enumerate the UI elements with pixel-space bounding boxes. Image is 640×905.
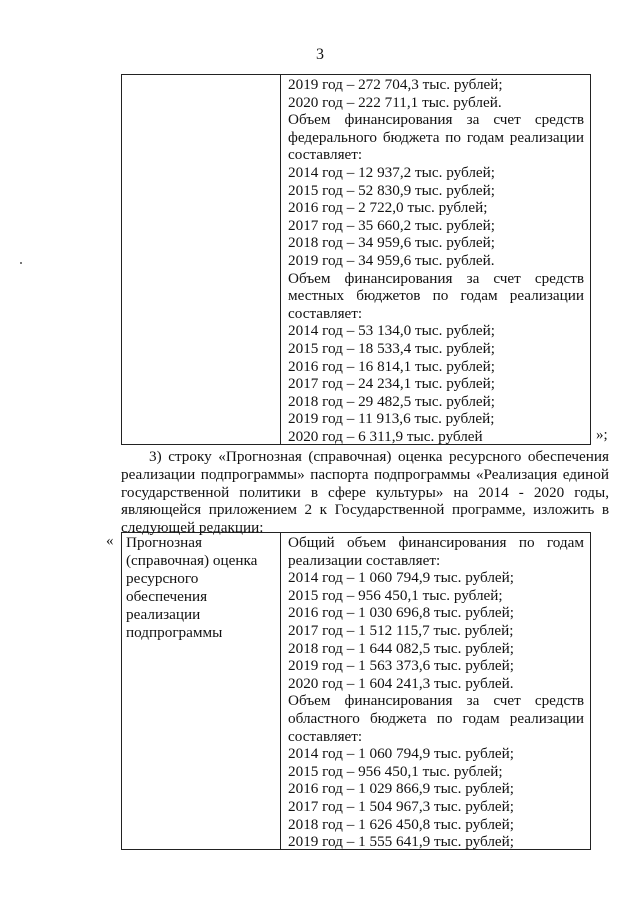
- text-line: составляет:: [288, 304, 363, 322]
- funding-details-cell: [281, 533, 590, 849]
- funding-table-continuation: [121, 74, 591, 445]
- text-line: 2014 год – 1 060 794,9 тыс. рублей;: [288, 745, 515, 763]
- text-line: 2014 год – 53 134,0 тыс. рублей;: [288, 322, 496, 340]
- text-line: составляет:: [288, 727, 363, 745]
- text-line: 2019 год – 1 555 641,9 тыс. рублей;: [288, 833, 515, 851]
- text-line: 2016 год – 2 722,0 тыс. рублей;: [288, 199, 488, 217]
- table-right-cell: [281, 75, 590, 444]
- table-left-cell: [122, 75, 281, 444]
- closing-quote: »;: [596, 427, 608, 443]
- text-line: 2019 год – 34 959,6 тыс. рублей.: [288, 251, 495, 269]
- page-number: 3: [316, 46, 324, 63]
- text-line: 2020 год – 6 311,9 тыс. рублей: [288, 427, 483, 445]
- paragraph-line: 3) строку «Прогнозная (справочная) оценка ресурсного обеспечения: [149, 448, 609, 465]
- text-line: 2019 год – 272 704,3 тыс. рублей;: [288, 76, 503, 93]
- text-line: реализации составляет:: [288, 551, 441, 569]
- text-line: 2015 год – 52 830,9 тыс. рублей;: [288, 181, 496, 199]
- opening-quote: «: [106, 533, 114, 549]
- text-line: ресурсного: [126, 570, 199, 587]
- amendment-paragraph: [121, 448, 609, 537]
- text-line: 2018 год – 1 626 450,8 тыс. рублей;: [288, 815, 515, 833]
- text-line: 2020 год – 1 604 241,3 тыс. рублей.: [288, 674, 514, 692]
- text-line: 2017 год – 35 660,2 тыс. рублей;: [288, 216, 496, 234]
- text-line: 2018 год – 29 482,5 тыс. рублей;: [288, 392, 496, 410]
- text-line: Объем финансирования за счет средств: [288, 111, 584, 129]
- text-line: 2015 год – 956 450,1 тыс. рублей;: [288, 586, 503, 604]
- text-line: составляет:: [288, 146, 363, 164]
- text-line: 2017 год – 24 234,1 тыс. рублей;: [288, 375, 496, 393]
- text-line: подпрограммы: [126, 624, 223, 641]
- text-line: 2018 год – 34 959,6 тыс. рублей;: [288, 234, 496, 252]
- text-line: областного бюджета по годам реализации: [288, 709, 584, 727]
- text-line: Объем финансирования за счет средств: [288, 692, 584, 710]
- text-line: 2015 год – 18 533,4 тыс. рублей;: [288, 339, 496, 357]
- text-line: 2015 год – 956 450,1 тыс. рублей;: [288, 762, 503, 780]
- text-line: 2020 год – 222 711,1 тыс. рублей.: [288, 93, 502, 111]
- text-line: 2016 год – 16 814,1 тыс. рублей;: [288, 357, 496, 375]
- text-line: (справочная) оценка: [126, 552, 258, 569]
- text-line: 2016 год – 1 029 866,9 тыс. рублей;: [288, 780, 515, 798]
- text-line: 2016 год – 1 030 696,8 тыс. рублей;: [288, 604, 515, 622]
- text-line: обеспечения: [126, 588, 208, 605]
- row-title-cell: [122, 533, 281, 849]
- text-line: 2017 год – 1 512 115,7 тыс. рублей;: [288, 621, 514, 639]
- text-line: Прогнозная: [126, 534, 202, 551]
- text-line: федерального бюджета по годам реализации: [288, 128, 584, 146]
- paragraph-line: реализации подпрограммы» паспорта подпрограммы «Реализация единой: [121, 465, 609, 483]
- subprogram-funding-table: [121, 532, 591, 850]
- text-line: Объем финансирования за счет средств: [288, 269, 584, 287]
- text-line: 2017 год – 1 504 967,3 тыс. рублей;: [288, 797, 515, 815]
- scan-speck: [20, 262, 22, 264]
- text-line: 2014 год – 1 060 794,9 тыс. рублей;: [288, 569, 515, 587]
- paragraph-line: государственной политики в сфере культуры» на 2014 - 2020 годы,: [121, 483, 609, 501]
- text-line: 2019 год – 11 913,6 тыс. рублей;: [288, 410, 495, 428]
- paragraph-line: являющейся приложением 2 к Государственной программе, изложить в: [121, 501, 609, 519]
- text-line: местных бюджетов по годам реализации: [288, 287, 584, 305]
- text-line: 2014 год – 12 937,2 тыс. рублей;: [288, 163, 496, 181]
- text-line: 2018 год – 1 644 082,5 тыс. рублей;: [288, 639, 515, 657]
- text-line: Общий объем финансирования по годам: [288, 534, 584, 551]
- paragraph-line: следующей редакции:: [121, 519, 264, 537]
- text-line: реализации: [126, 606, 201, 623]
- text-line: 2019 год – 1 563 373,6 тыс. рублей;: [288, 657, 515, 675]
